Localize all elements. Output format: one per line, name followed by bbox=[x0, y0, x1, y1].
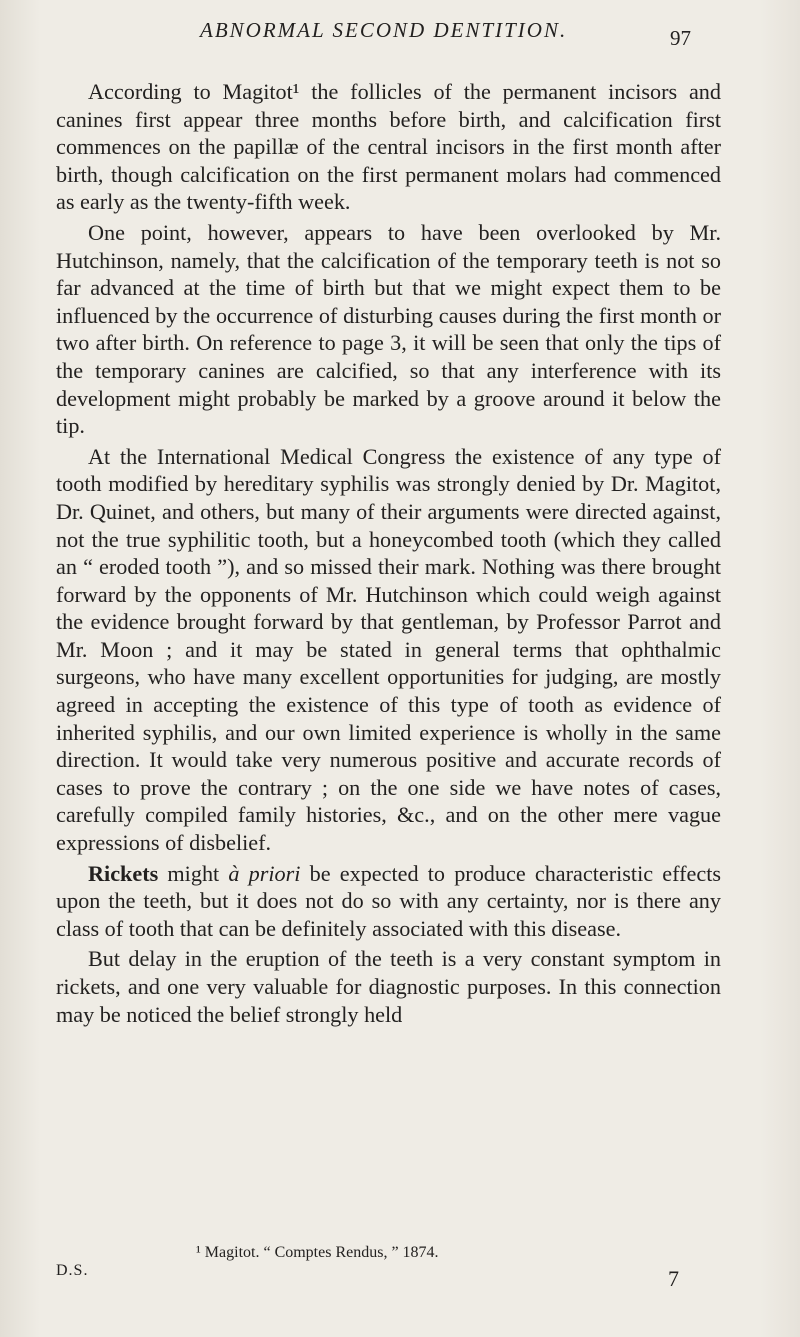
rickets-italic: à priori bbox=[228, 860, 301, 886]
paragraph-hutchinson: One point, however, appears to have been overlooked by Mr. Hutchinson, namely, that the calcification of the temporary teeth is not so far advanced at the time of birth but that we might expect them to be influenced by the occurrence of disturbing causes during the first month or two after birth. On reference to page 3, it will be seen that only the tips of the temporary canines are calcified, so that any interference with its development might probably be marked by a groove around it below the tip. bbox=[56, 219, 721, 439]
footnote-area bbox=[56, 1244, 721, 1291]
rickets-rest: be expected to produce characteristic effects upon the teeth, but it does not do so with any certainty, nor is there any class of tooth that can be definitely associated with this disease. bbox=[56, 860, 721, 941]
paragraph-congress: At the International Medical Congress the existence of any type of tooth modified by hereditary syphilis was strongly denied by Dr. Magitot, Dr. Quinet, and others, but many of their arguments were directed against, not the true syphilitic tooth, but a honeycombed tooth (which they called an “ eroded tooth ”), and so missed their mark. Nothing was there brought forward by the opponents of Mr. Hutchinson which could weigh against the evidence brought forward by that gentleman, by Professor Parrot and Mr. Moon ; and it may be stated in general terms that ophthalmic surgeons, who have many excellent opportunities for judging, are mostly agreed in accepting the existence of this type of tooth as evidence of inherited syphilis, and our own limited experience is wholly in the same direction. It would take very numerous positive and accurate records of cases to prove the contrary ; on the one side we have notes of cases, carefully compiled family histories, &c., and on the other mere vague expressions of disbelief. bbox=[56, 443, 721, 856]
paragraph-delay: But delay in the eruption of the teeth is a very constant symptom in rickets, and one very valuable for diagnostic purposes. In this connection may be noticed the belief strongly held bbox=[56, 946, 721, 1027]
page-header bbox=[0, 12, 800, 52]
footnote-text: ¹ Magitot. “ Comptes Rendus, ” 1874. bbox=[196, 1244, 439, 1261]
body-text bbox=[56, 78, 721, 1031]
sheet-number: 7 bbox=[668, 1266, 679, 1291]
signature-mark: D.S. bbox=[56, 1262, 89, 1279]
page-number: 97 bbox=[670, 26, 691, 50]
paragraph-magitot: According to Magitot¹ the follicles of the permanent incisors and canines first appear three months before birth, and calcification first commences on the papillæ of the central incisors in the first month after birth, though calcification on the first permanent molars had commenced as early as the twenty-fifth week. bbox=[56, 79, 721, 215]
running-head: ABNORMAL SECOND DENTITION. bbox=[200, 18, 568, 42]
paragraph-rickets bbox=[56, 860, 721, 943]
rickets-lead: Rickets bbox=[88, 860, 159, 886]
rickets-mid: might bbox=[158, 860, 229, 886]
